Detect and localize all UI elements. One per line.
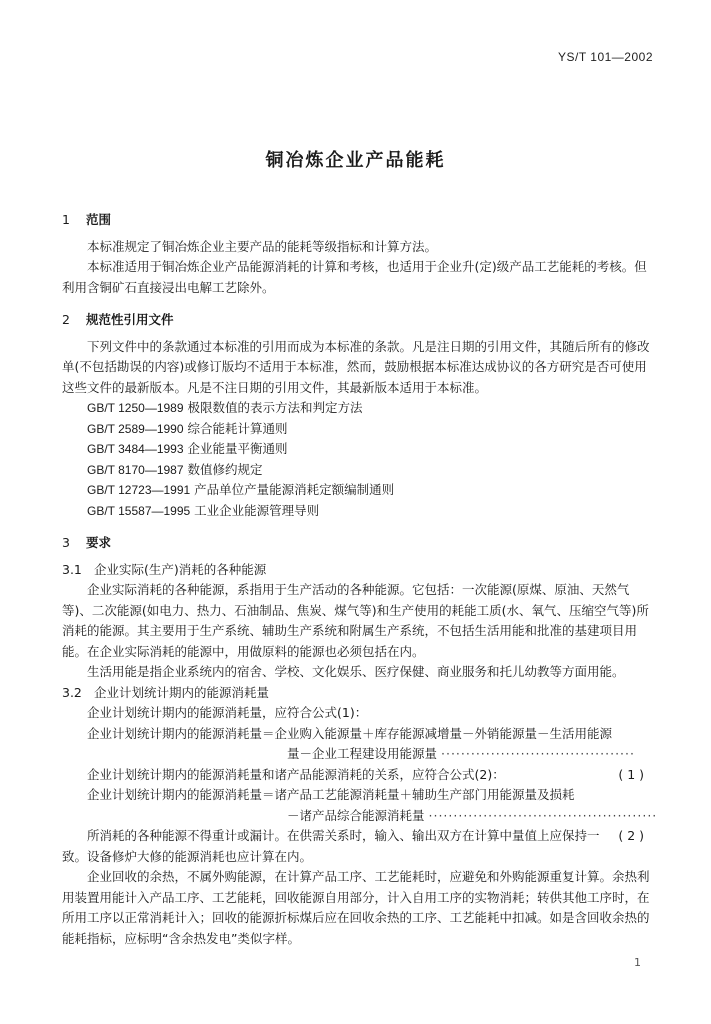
reference-item: GB/T 2589—1990 综合能耗计算通则 bbox=[87, 420, 288, 436]
paragraph: 企业计划统计期内的能源消耗量，应符合公式(1)： bbox=[87, 705, 368, 720]
reference-item: GB/T 3484—1993 企业能量平衡通则 bbox=[87, 441, 288, 456]
paragraph: 所消耗的各种能源不得重计或漏计。在供需关系时，输入、输出双方在计算中量值上应保持一致。设备修炉大修的能源消耗也应计算在内。 bbox=[62, 828, 600, 864]
paragraph: 下列文件中的条款通过本标准的引用而成为本标准的条款。凡是注日期的引用文件，其随后所有的修改单(不包括勘误的内容)或修订版均不适用于本标准，然而，鼓励根据本标准达成协议的各方研究是否可使用这些文件的最新版本。凡是不注日期的引用文件，其最新版本适用于本标准。 bbox=[62, 338, 650, 395]
formula-2-continuation: －诸产品综合能源消耗量 ·············································· ( 2 ) bbox=[62, 806, 656, 827]
paragraph: 企业实际消耗的各种能源，系指用于生产活动的各种能源。它包括：一次能源(原煤、原油、天然气等)、二次能源(如电力、热力、石油制品、焦炭、煤气等)和生产使用的耗能工质(水、氧气、压缩空气等)所消耗的能源。其主要用于生产系统、辅助生产系统和附属生产系统，不包括生活用能和批准的基建项目用能。在企业实际消耗的能源中，用做原料的能源也必须包括在内。 bbox=[62, 582, 649, 659]
paragraph: 企业回收的余热，不属外购能源，在计算产品工序、工艺能耗时，应避免和外购能源重复计算。余热利用装置用能计入产品工序、工艺能耗，回收能源自用部分，计入自用工序的实物消耗；转供其他工序时，在所用工序以正常消耗计入；回收的能源折标煤后应在回收余热的工序、工艺能耗中扣减。如是含回收余热的能耗指标，应标明“含余热发电”类似字样。 bbox=[62, 869, 650, 946]
document-body bbox=[62, 210, 656, 949]
reference-item: GB/T 15587—1995 工业企业能源管理导则 bbox=[87, 502, 320, 518]
reference-item: GB/T 8170—1987 数值修约规定 bbox=[87, 461, 263, 477]
paragraph: 本标准规定了铜冶炼企业主要产品的能耗等级指标和计算方法。 bbox=[87, 238, 438, 254]
standard-code: YS/T 101—2002 bbox=[557, 50, 653, 64]
document-title: 铜冶炼企业产品能耗 bbox=[265, 150, 446, 171]
paragraph: 生活用能是指企业系统内的宿舍、学校、文化娱乐、医疗保健、商业服务和托儿幼教等方面用能。 bbox=[87, 664, 625, 679]
formula-1: 企业计划统计期内的能源消耗量＝企业购入能源量＋库存能源减增量－外销能源量－生活用能源 bbox=[87, 725, 613, 741]
reference-item: GB/T 1250—1989 极限数值的表示方法和判定方法 bbox=[87, 400, 363, 415]
section-heading-scope: 1 范围 bbox=[62, 212, 112, 227]
paragraph: 企业计划统计期内的能源消耗量和诸产品能源消耗的关系，应符合公式(2)： bbox=[87, 766, 505, 782]
subsection-heading: 3.1 企业实际(生产)消耗的各种能源 bbox=[62, 561, 267, 577]
equation-number: ( 2 ) bbox=[618, 828, 644, 843]
equation-number: ( 1 ) bbox=[618, 766, 644, 782]
section-heading-requirements: 3 要求 bbox=[62, 535, 112, 550]
paragraph: 本标准适用于铜冶炼企业产品能源消耗的计算和考核，也适用于企业升(定)级产品工艺能耗的考核。但利用含铜矿石直接浸出电解工艺除外。 bbox=[62, 259, 647, 295]
section-heading-references: 2 规范性引用文件 bbox=[62, 312, 174, 327]
reference-item: GB/T 12723—1991 产品单位产量能源消耗定额编制通则 bbox=[87, 482, 395, 497]
formula-2: 企业计划统计期内的能源消耗量＝诸产品工艺能源消耗量＋辅助生产部门用能源量及损耗 bbox=[87, 787, 575, 802]
subsection-heading: 3.2 企业计划统计期内的能源消耗量 bbox=[62, 684, 270, 700]
formula-1-continuation: 量－企业工程建设用能源量 ······································· ( 1 ) bbox=[62, 744, 656, 765]
page-number: 1 bbox=[634, 956, 641, 969]
